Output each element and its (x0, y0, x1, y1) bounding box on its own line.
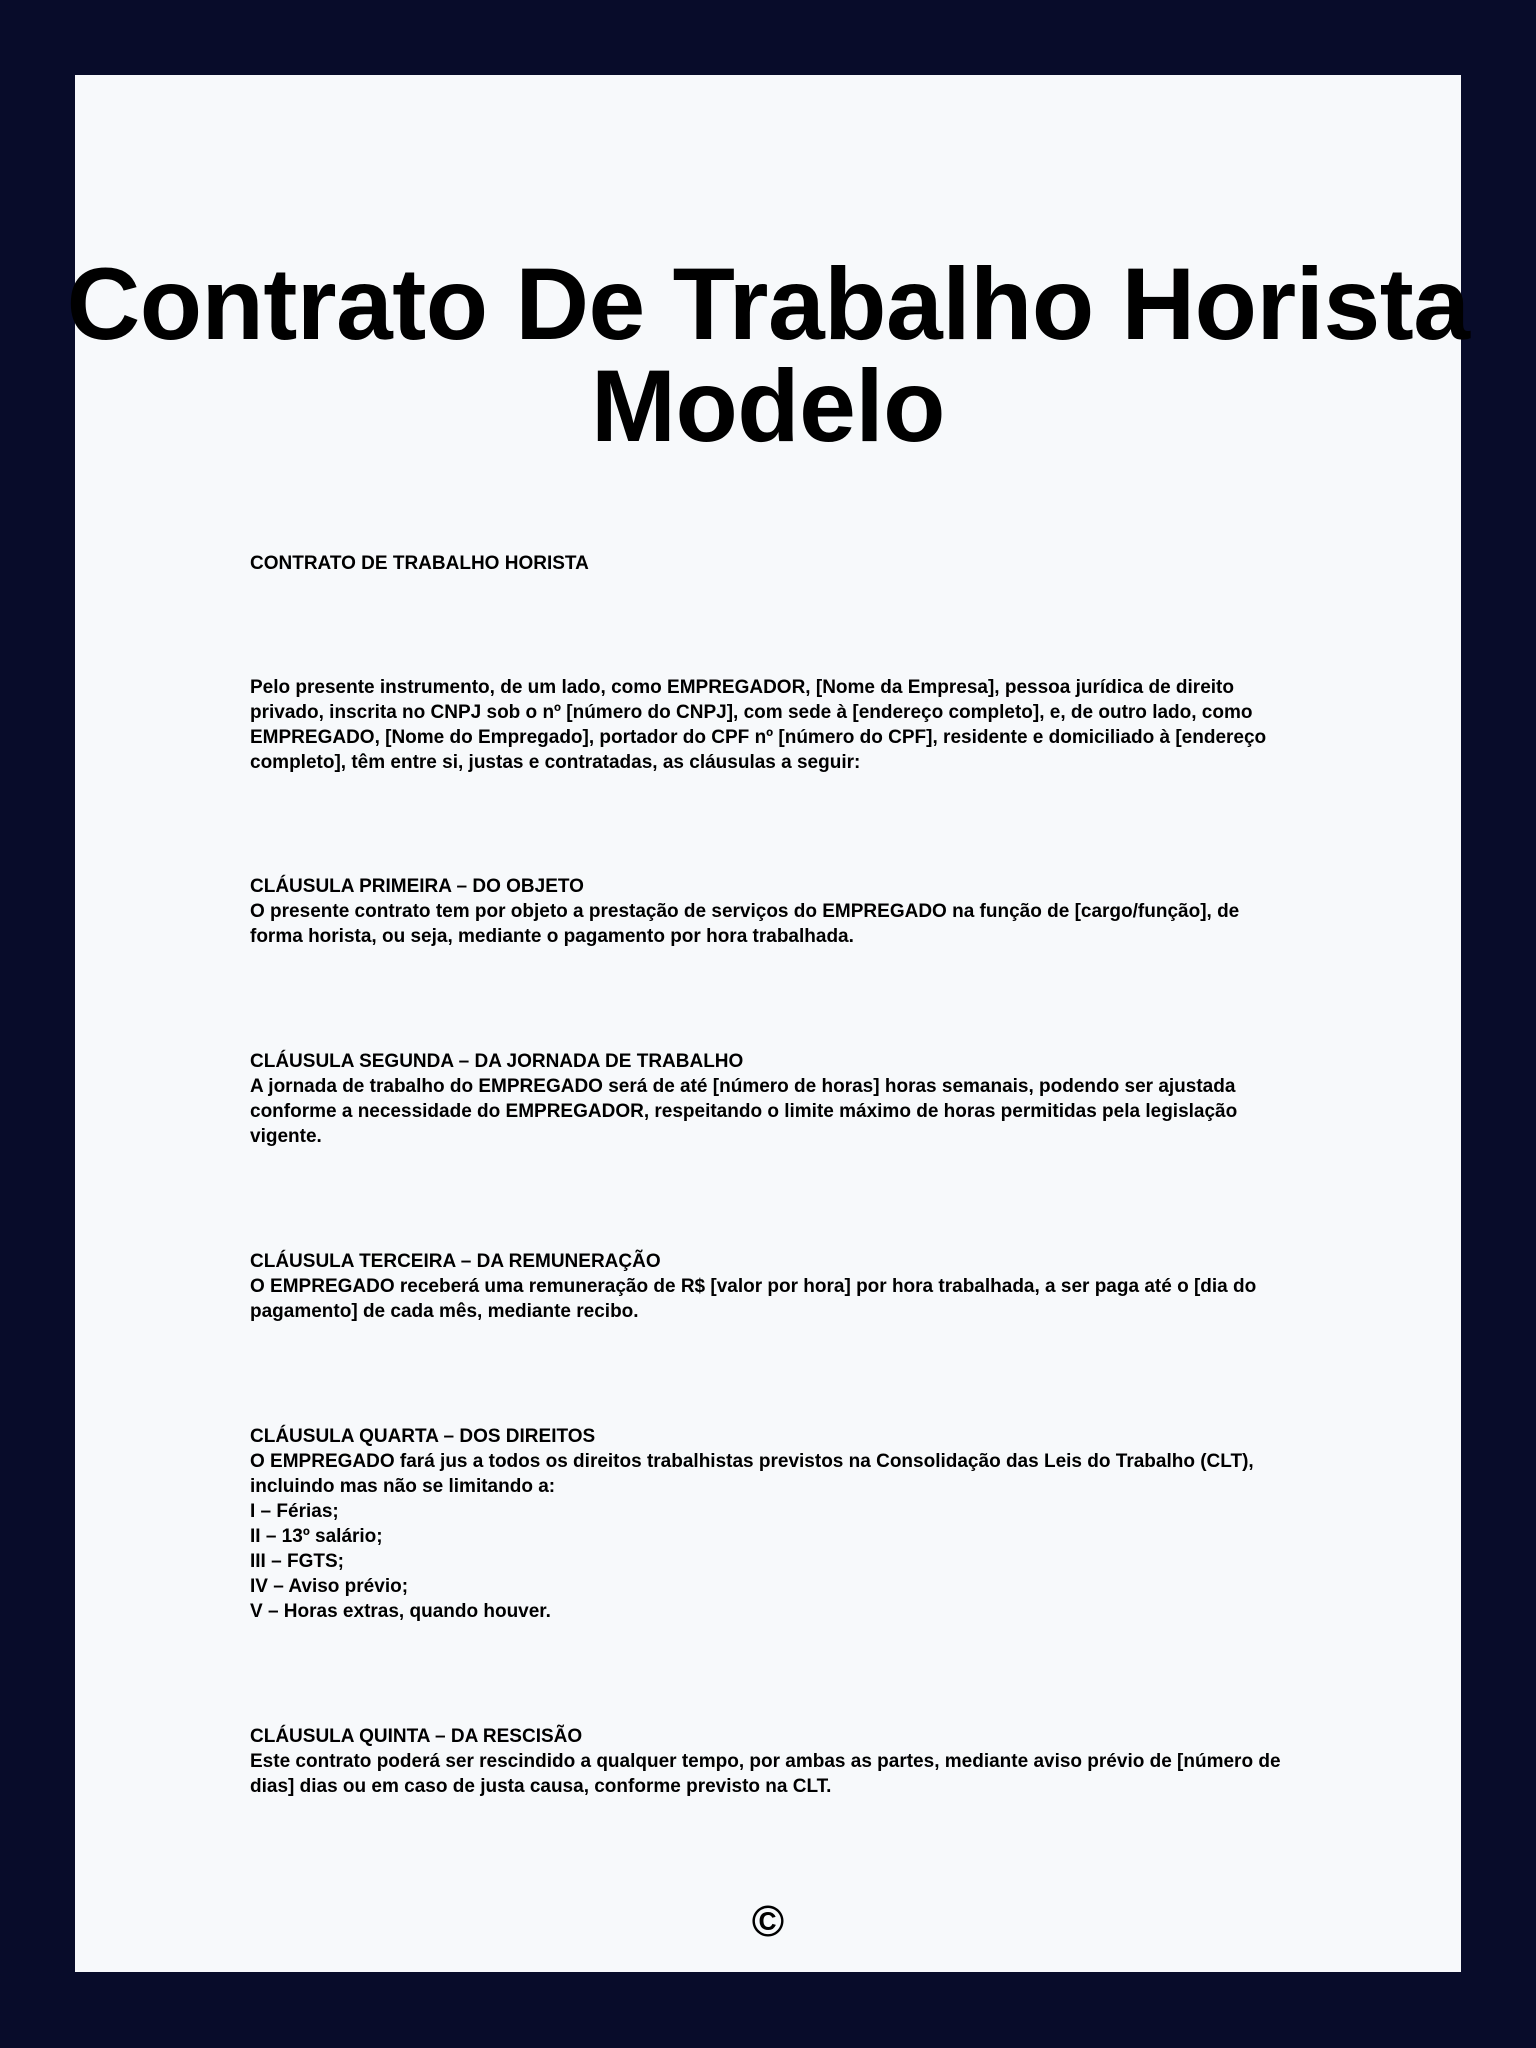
document-page (66, 75, 1470, 1972)
clause-terceira (250, 1249, 1290, 1324)
rights-list-item: I – Férias; (250, 1501, 339, 1522)
page-title: Contrato De Trabalho Horista Modelo (66, 247, 1470, 463)
rights-list-item: III – FGTS; (250, 1551, 344, 1572)
intro-paragraph: Pelo presente instrumento, de um lado, como EMPREGADOR, [Nome da Empresa], pessoa jurídica de direito privado, inscrita no CNPJ sob o nº [número do CNPJ], com sede à [endereço completo], e, de outro lado, como EMPREGADO, [Nome do Empregado], portador do CPF nº [número do CPF], residente e domiciliado à [endereço completo], têm entre si, justas e contratadas, as cláusulas a seguir: (250, 677, 1267, 773)
rights-list-item: II – 13º salário; (250, 1526, 383, 1547)
clause-segunda (250, 1049, 1290, 1149)
clause-title: CLÁUSULA TERCEIRA – DA REMUNERAÇÃO (250, 1251, 661, 1272)
clause-title: CLÁUSULA PRIMEIRA – DO OBJETO (250, 876, 584, 897)
clause-title: CLÁUSULA QUINTA – DA RESCISÃO (250, 1726, 583, 1747)
clause-title: CLÁUSULA SEGUNDA – DA JORNADA DE TRABALHO (250, 1051, 744, 1072)
clause-text: A jornada de trabalho do EMPREGADO será de até [número de horas] horas semanais, podendo ser ajustada conforme a necessidade do EMPREGADOR, respeitando o limite máximo de horas permitidas pela legislação vigente. (250, 1076, 1238, 1147)
copyright-icon: © (751, 1897, 785, 1946)
clause-title: CLÁUSULA QUARTA – DOS DIREITOS (250, 1426, 596, 1447)
clause-quarta (250, 1424, 1290, 1624)
rights-list-item: V – Horas extras, quando houver. (250, 1601, 551, 1622)
clause-text: O EMPREGADO receberá uma remuneração de R$ [valor por hora] por hora trabalhada, a ser paga até o [dia do pagamento] de cada mês, mediante recibo. (250, 1276, 1257, 1322)
clause-text: Este contrato poderá ser rescindido a qualquer tempo, por ambas as partes, mediante aviso prévio de [número de dias] dias ou em caso de justa causa, conforme previsto na CLT. (250, 1751, 1281, 1797)
clause-text: O EMPREGADO fará jus a todos os direitos trabalhistas previstos na Consolidação das Leis do Trabalho (CLT), incluindo mas não se limitando a: (250, 1451, 1254, 1497)
contract-heading: CONTRATO DE TRABALHO HORISTA (250, 553, 589, 574)
rights-list-item: IV – Aviso prévio; (250, 1576, 409, 1597)
clause-quinta (250, 1724, 1290, 1799)
clause-text: O presente contrato tem por objeto a prestação de serviços do EMPREGADO na função de [cargo/função], de forma horista, ou seja, mediante o pagamento por hora trabalhada. (250, 901, 1240, 947)
clause-primeira (250, 874, 1290, 949)
